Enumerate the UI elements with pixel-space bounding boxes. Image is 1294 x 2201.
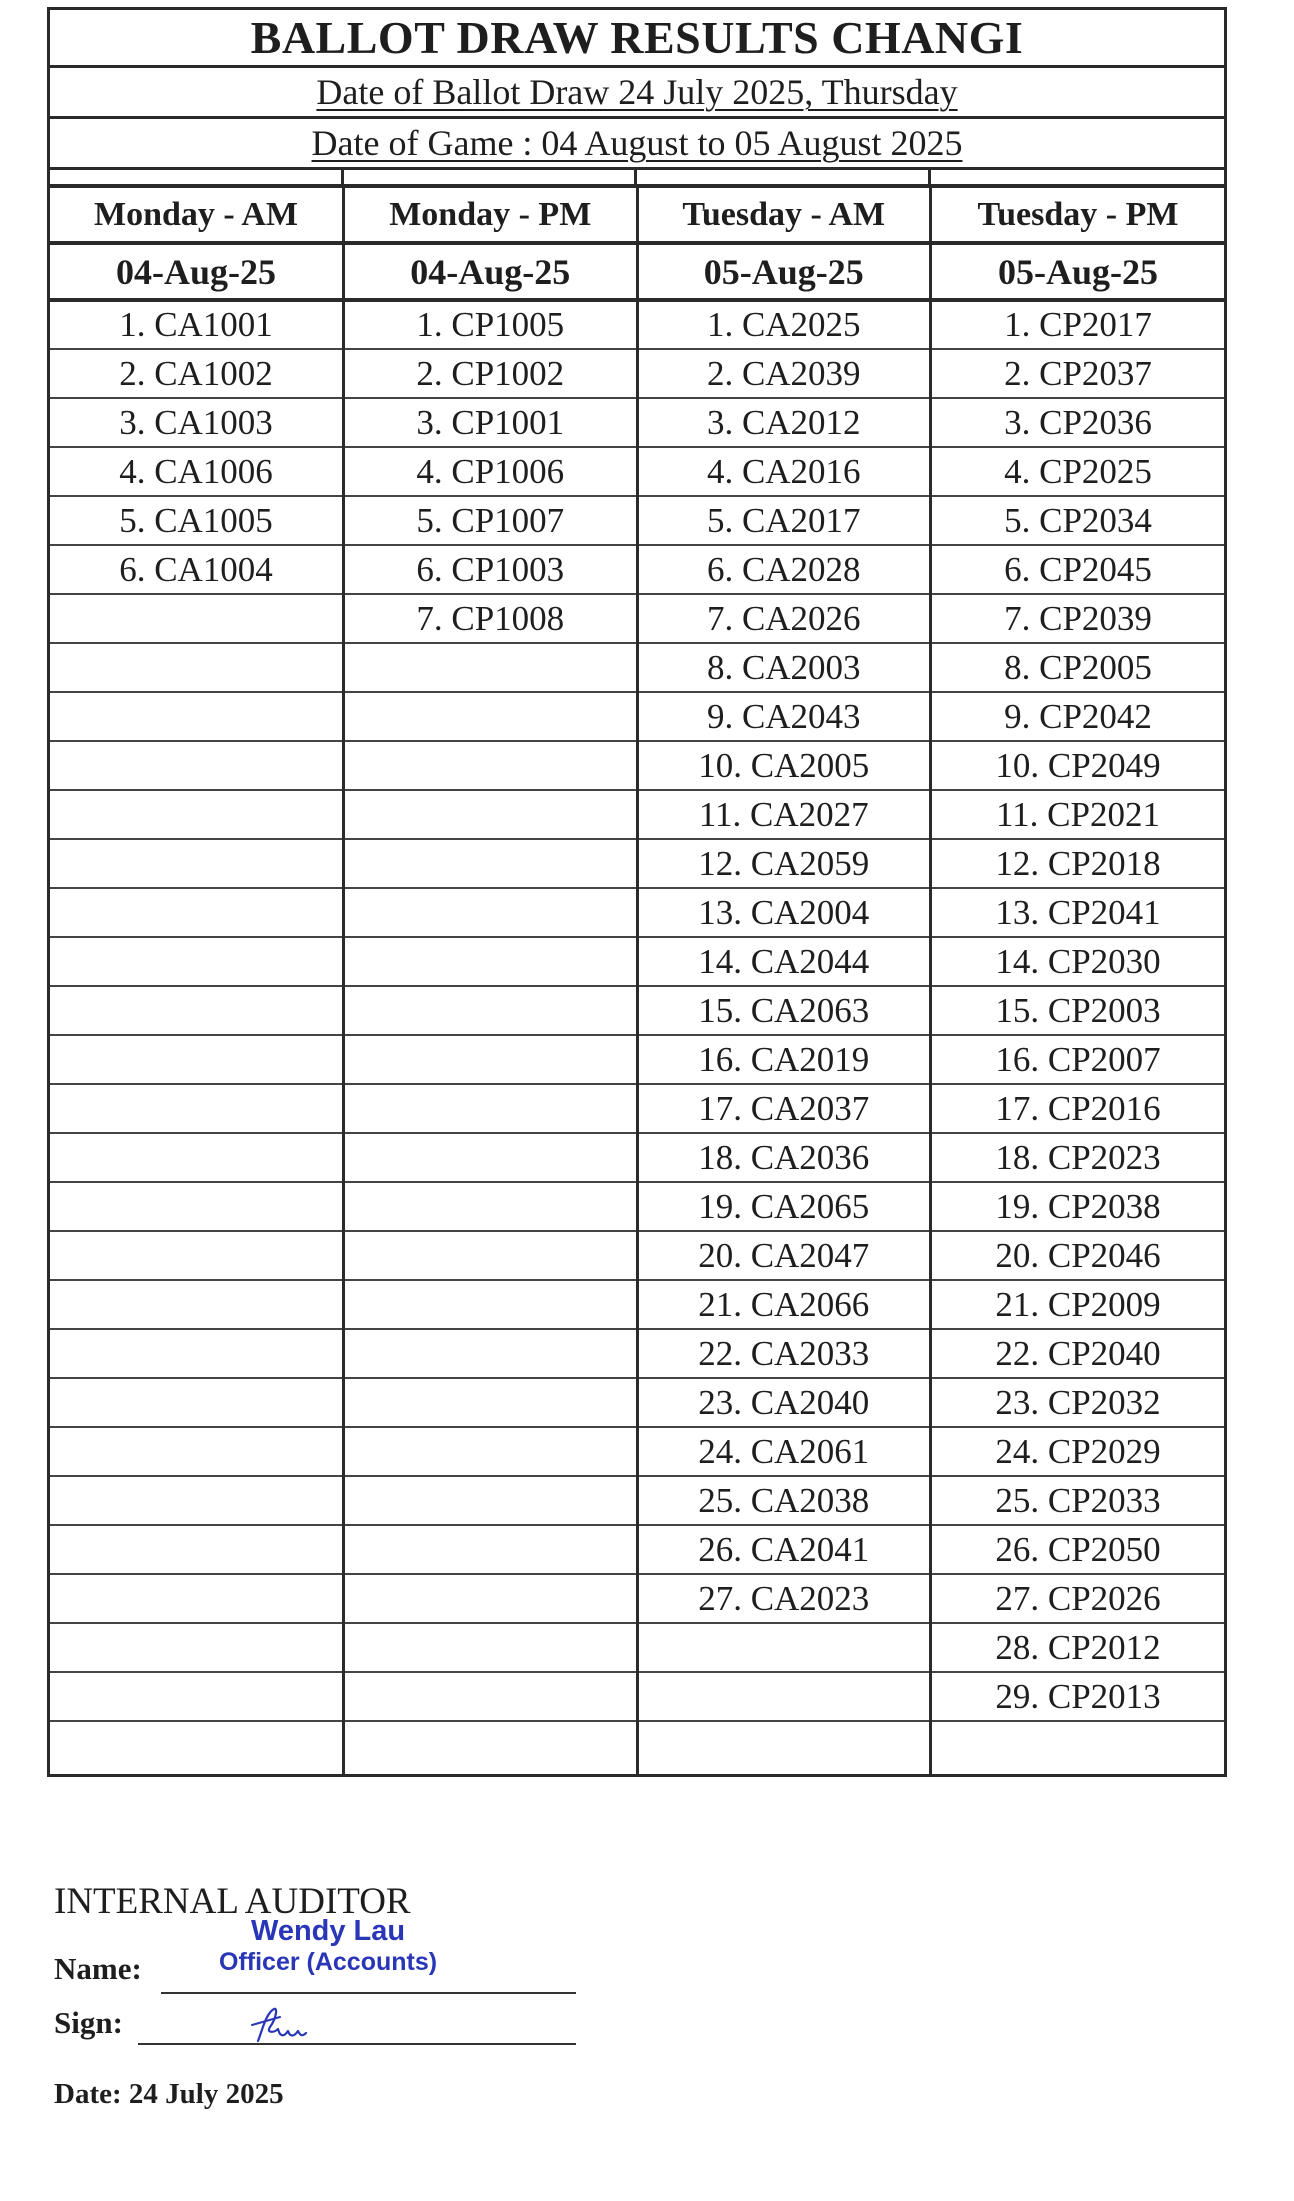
draw-cell bbox=[344, 1133, 638, 1182]
draw-cell bbox=[637, 1672, 931, 1721]
column-date-header: 04-Aug-25 bbox=[50, 243, 344, 300]
draw-cell bbox=[50, 643, 344, 692]
column-date-header: 05-Aug-25 bbox=[637, 243, 931, 300]
draw-cell: 16. CA2019 bbox=[637, 1035, 931, 1084]
document-title: BALLOT DRAW RESULTS CHANGI bbox=[250, 12, 1024, 63]
draw-cell: 6. CA1004 bbox=[50, 545, 344, 594]
draw-cell bbox=[50, 1280, 344, 1329]
column-session-header: Monday - PM bbox=[344, 188, 638, 243]
draw-cell: 14. CP2030 bbox=[931, 937, 1225, 986]
draw-cell bbox=[344, 741, 638, 790]
draw-cell bbox=[50, 1378, 344, 1427]
draw-cell: 18. CA2036 bbox=[637, 1133, 931, 1182]
draw-cell: 17. CA2037 bbox=[637, 1084, 931, 1133]
draw-cell: 28. CP2012 bbox=[931, 1623, 1225, 1672]
draw-cell bbox=[637, 1721, 931, 1774]
table-row bbox=[50, 790, 1224, 839]
table-row bbox=[50, 986, 1224, 1035]
table-row bbox=[50, 545, 1224, 594]
draw-cell: 10. CP2049 bbox=[931, 741, 1225, 790]
draw-cell: 14. CA2044 bbox=[637, 937, 931, 986]
draw-cell: 2. CP1002 bbox=[344, 349, 638, 398]
table-row bbox=[50, 1231, 1224, 1280]
draw-cell bbox=[344, 1574, 638, 1623]
table-row bbox=[50, 398, 1224, 447]
draw-cell: 24. CA2061 bbox=[637, 1427, 931, 1476]
table-row bbox=[50, 300, 1224, 349]
draw-cell: 24. CP2029 bbox=[931, 1427, 1225, 1476]
draw-cell bbox=[50, 790, 344, 839]
table-row bbox=[50, 937, 1224, 986]
draw-cell bbox=[50, 1672, 344, 1721]
draw-cell: 2. CP2037 bbox=[931, 349, 1225, 398]
table-row bbox=[50, 1378, 1224, 1427]
results-body bbox=[50, 300, 1224, 1774]
table-row bbox=[50, 839, 1224, 888]
draw-cell: 4. CP2025 bbox=[931, 447, 1225, 496]
draw-cell: 13. CA2004 bbox=[637, 888, 931, 937]
draw-cell bbox=[50, 1427, 344, 1476]
draw-cell bbox=[50, 1525, 344, 1574]
draw-cell: 1. CP2017 bbox=[931, 300, 1225, 349]
draw-cell: 6. CP2045 bbox=[931, 545, 1225, 594]
draw-cell: 4. CA2016 bbox=[637, 447, 931, 496]
draw-cell: 1. CP1005 bbox=[344, 300, 638, 349]
draw-cell bbox=[50, 594, 344, 643]
draw-cell: 2. CA2039 bbox=[637, 349, 931, 398]
date-header-row bbox=[50, 243, 1224, 300]
draw-cell: 11. CA2027 bbox=[637, 790, 931, 839]
draw-cell: 12. CP2018 bbox=[931, 839, 1225, 888]
table-row bbox=[50, 447, 1224, 496]
draw-cell bbox=[344, 1525, 638, 1574]
draw-cell: 6. CA2028 bbox=[637, 545, 931, 594]
name-underline bbox=[161, 1992, 576, 1994]
draw-cell bbox=[50, 839, 344, 888]
draw-cell: 27. CP2026 bbox=[931, 1574, 1225, 1623]
sign-label: Sign: bbox=[54, 2005, 123, 2040]
auditor-heading: INTERNAL AUDITOR bbox=[54, 1881, 411, 1922]
table-row bbox=[50, 594, 1224, 643]
draw-cell bbox=[50, 1623, 344, 1672]
draw-cell bbox=[50, 1035, 344, 1084]
draw-cell: 19. CP2038 bbox=[931, 1182, 1225, 1231]
table-row bbox=[50, 1182, 1224, 1231]
table-row bbox=[50, 888, 1224, 937]
draw-cell: 20. CP2046 bbox=[931, 1231, 1225, 1280]
draw-cell bbox=[344, 1231, 638, 1280]
draw-cell bbox=[344, 692, 638, 741]
draw-cell bbox=[344, 643, 638, 692]
draw-cell: 9. CP2042 bbox=[931, 692, 1225, 741]
draw-cell: 26. CP2050 bbox=[931, 1525, 1225, 1574]
table-row bbox=[50, 1623, 1224, 1672]
draw-cell: 3. CP2036 bbox=[931, 398, 1225, 447]
stamp-title: Officer (Accounts) bbox=[219, 1948, 438, 1976]
draw-cell: 25. CA2038 bbox=[637, 1476, 931, 1525]
draw-cell: 9. CA2043 bbox=[637, 692, 931, 741]
title-row bbox=[50, 10, 1224, 68]
draw-cell: 7. CA2026 bbox=[637, 594, 931, 643]
draw-cell bbox=[344, 1035, 638, 1084]
column-session-header: Tuesday - AM bbox=[637, 188, 931, 243]
draw-cell bbox=[50, 1574, 344, 1623]
draw-cell bbox=[50, 1133, 344, 1182]
table-row bbox=[50, 349, 1224, 398]
draw-cell: 26. CA2041 bbox=[637, 1525, 931, 1574]
draw-cell bbox=[50, 1329, 344, 1378]
draw-cell: 16. CP2007 bbox=[931, 1035, 1225, 1084]
draw-cell: 13. CP2041 bbox=[931, 888, 1225, 937]
stamp-name: Wendy Lau bbox=[250, 1915, 406, 1947]
draw-cell: 23. CP2032 bbox=[931, 1378, 1225, 1427]
draw-cell: 1. CA2025 bbox=[637, 300, 931, 349]
draw-cell: 5. CP2034 bbox=[931, 496, 1225, 545]
table-row bbox=[50, 1133, 1224, 1182]
draw-cell bbox=[344, 1329, 638, 1378]
draw-cell bbox=[344, 1623, 638, 1672]
name-label: Name: bbox=[54, 1951, 142, 1986]
draw-cell: 21. CA2066 bbox=[637, 1280, 931, 1329]
table-row bbox=[50, 1672, 1224, 1721]
draw-cell: 1. CA1001 bbox=[50, 300, 344, 349]
draw-results-table bbox=[50, 188, 1224, 1774]
draw-cell bbox=[344, 986, 638, 1035]
table-row bbox=[50, 1476, 1224, 1525]
draw-cell bbox=[50, 888, 344, 937]
session-header-row bbox=[50, 188, 1224, 243]
draw-cell bbox=[344, 790, 638, 839]
table-row bbox=[50, 1035, 1224, 1084]
draw-cell: 21. CP2009 bbox=[931, 1280, 1225, 1329]
table-row bbox=[50, 496, 1224, 545]
draw-cell: 15. CP2003 bbox=[931, 986, 1225, 1035]
draw-cell: 19. CA2065 bbox=[637, 1182, 931, 1231]
draw-cell bbox=[50, 1231, 344, 1280]
draw-cell bbox=[344, 1280, 638, 1329]
column-date-header: 04-Aug-25 bbox=[344, 243, 638, 300]
draw-cell: 8. CA2003 bbox=[637, 643, 931, 692]
draw-cell bbox=[344, 937, 638, 986]
draw-cell: 11. CP2021 bbox=[931, 790, 1225, 839]
signature-mark bbox=[244, 2003, 314, 2045]
draw-cell: 3. CA1003 bbox=[50, 398, 344, 447]
draw-cell: 4. CA1006 bbox=[50, 447, 344, 496]
table-row bbox=[50, 741, 1224, 790]
ballot-date-line: Date of Ballot Draw 24 July 2025, Thursday bbox=[316, 72, 958, 112]
table-row bbox=[50, 1427, 1224, 1476]
draw-cell bbox=[931, 1721, 1225, 1774]
draw-cell bbox=[344, 1182, 638, 1231]
draw-cell bbox=[344, 1427, 638, 1476]
draw-cell bbox=[344, 888, 638, 937]
game-date-row bbox=[50, 119, 1224, 170]
draw-cell: 6. CP1003 bbox=[344, 545, 638, 594]
draw-cell bbox=[50, 692, 344, 741]
draw-cell: 8. CP2005 bbox=[931, 643, 1225, 692]
draw-cell: 18. CP2023 bbox=[931, 1133, 1225, 1182]
draw-cell: 22. CP2040 bbox=[931, 1329, 1225, 1378]
audit-date: Date: 24 July 2025 bbox=[54, 2078, 284, 2110]
draw-cell bbox=[344, 1476, 638, 1525]
draw-cell bbox=[344, 1721, 638, 1774]
draw-cell bbox=[637, 1623, 931, 1672]
name-stamp bbox=[219, 1915, 437, 1977]
draw-cell bbox=[344, 1378, 638, 1427]
draw-cell: 22. CA2033 bbox=[637, 1329, 931, 1378]
draw-cell: 5. CP1007 bbox=[344, 496, 638, 545]
table-row bbox=[50, 692, 1224, 741]
draw-cell: 12. CA2059 bbox=[637, 839, 931, 888]
draw-cell: 5. CA1005 bbox=[50, 496, 344, 545]
table-row bbox=[50, 1574, 1224, 1623]
draw-cell: 2. CA1002 bbox=[50, 349, 344, 398]
draw-cell bbox=[344, 1084, 638, 1133]
column-session-header: Tuesday - PM bbox=[931, 188, 1225, 243]
draw-cell: 3. CA2012 bbox=[637, 398, 931, 447]
draw-cell: 25. CP2033 bbox=[931, 1476, 1225, 1525]
ballot-date-row bbox=[50, 68, 1224, 119]
table-row bbox=[50, 643, 1224, 692]
column-session-header: Monday - AM bbox=[50, 188, 344, 243]
draw-cell: 5. CA2017 bbox=[637, 496, 931, 545]
draw-cell bbox=[50, 1182, 344, 1231]
header-spacer-row bbox=[50, 170, 1224, 188]
draw-cell: 3. CP1001 bbox=[344, 398, 638, 447]
sign-underline bbox=[138, 2043, 576, 2045]
draw-cell: 15. CA2063 bbox=[637, 986, 931, 1035]
draw-cell: 20. CA2047 bbox=[637, 1231, 931, 1280]
draw-cell: 23. CA2040 bbox=[637, 1378, 931, 1427]
table-row bbox=[50, 1525, 1224, 1574]
draw-cell bbox=[50, 986, 344, 1035]
column-date-header: 05-Aug-25 bbox=[931, 243, 1225, 300]
draw-cell: 27. CA2023 bbox=[637, 1574, 931, 1623]
draw-cell: 17. CP2016 bbox=[931, 1084, 1225, 1133]
draw-cell: 29. CP2013 bbox=[931, 1672, 1225, 1721]
draw-cell bbox=[50, 937, 344, 986]
draw-cell bbox=[50, 1721, 344, 1774]
ballot-results-sheet bbox=[47, 7, 1227, 1777]
draw-cell bbox=[50, 741, 344, 790]
table-row bbox=[50, 1329, 1224, 1378]
table-row bbox=[50, 1084, 1224, 1133]
draw-cell: 7. CP2039 bbox=[931, 594, 1225, 643]
table-row bbox=[50, 1721, 1224, 1774]
game-date-line: Date of Game : 04 August to 05 August 2025 bbox=[311, 123, 963, 163]
table-row bbox=[50, 1280, 1224, 1329]
draw-cell bbox=[344, 1672, 638, 1721]
draw-cell bbox=[50, 1476, 344, 1525]
draw-cell: 10. CA2005 bbox=[637, 741, 931, 790]
draw-cell bbox=[344, 839, 638, 888]
draw-cell: 4. CP1006 bbox=[344, 447, 638, 496]
draw-cell: 7. CP1008 bbox=[344, 594, 638, 643]
draw-cell bbox=[50, 1084, 344, 1133]
